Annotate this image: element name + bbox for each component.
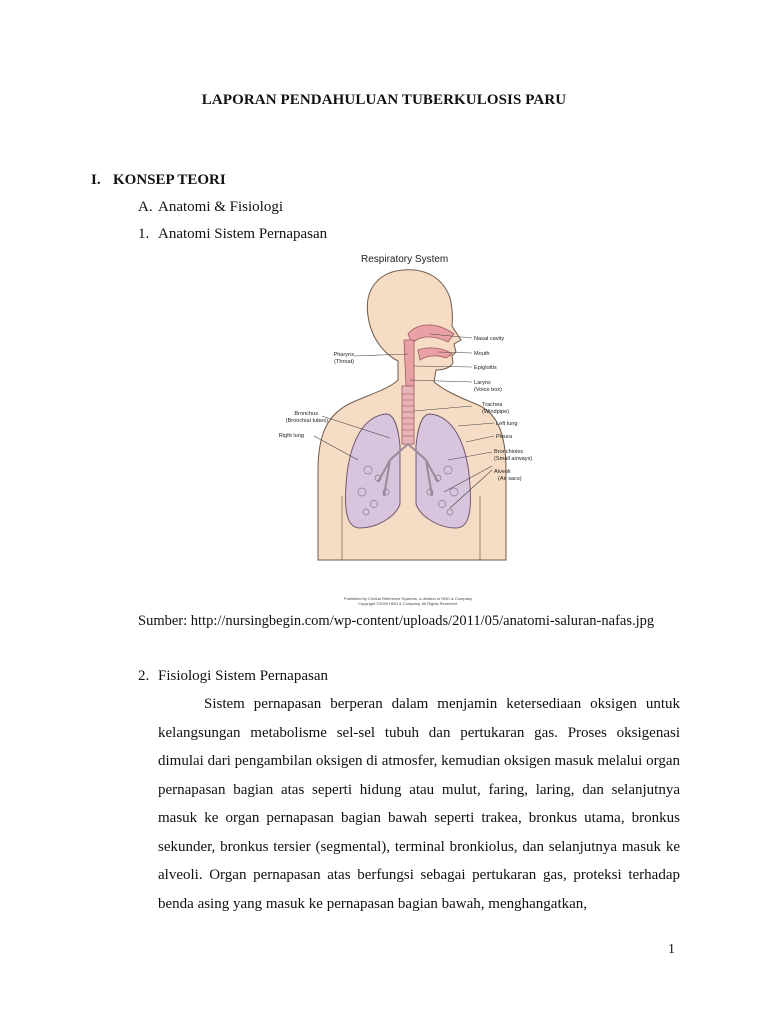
figure-credit-line1: Published by Clinical Reference Systems, a division of HBO & Company [343,596,473,601]
item-heading-anatomy [138,226,327,243]
respiratory-system-figure [258,246,558,611]
section-heading [91,172,226,189]
label-trachea: Trachea [482,402,503,408]
pharynx-shape [404,340,414,386]
label-epiglottis: Epiglottis [474,365,497,371]
label-larynx: Larynx [474,380,491,386]
subsection-label: Anatomi & Fisiologi [158,199,284,215]
label-left-lung: Left lung [496,421,518,427]
label-pleura: Pleura [496,434,513,440]
subsection-number: A. [138,199,153,215]
section-number: I. [91,172,101,188]
label-voice-box: (Voice box) [474,387,502,393]
label-alveoli: Alveoli [494,469,511,475]
label-bronchioles: Bronchioles [494,449,524,455]
item-number: 1. [138,226,150,242]
item-number: 2. [138,668,150,684]
item-label: Anatomi Sistem Pernapasan [158,226,328,242]
label-throat: (Throat) [334,359,354,365]
label-right-lung: Right lung [278,433,304,439]
subsection-heading [138,199,283,216]
label-pharynx: Pharynx [333,352,354,358]
label-windpipe: (Windpipe) [482,409,510,415]
label-air-sacs: (Air sacs) [498,476,522,482]
page-number: 1 [668,942,675,957]
figure-source: Sumber: http://nursingbegin.com/wp-content/uploads/2011/05/anatomi-saluran-nafas.jpg [138,613,655,629]
trachea-shape [402,386,414,444]
physiology-paragraph [158,690,680,918]
label-small-airways: (Small airways) [494,456,533,462]
item-heading-physiology [138,668,328,685]
label-nasal-cavity: Nasal cavity [474,336,505,342]
section-label: KONSEP TEORI [113,172,226,188]
figure-title: Respiratory System [361,254,449,265]
label-bronchus: Bronchus [294,411,318,417]
document-title: LAPORAN PENDAHULUAN TUBERKULOSIS PARU [201,92,567,108]
label-bronchial-tubes: (Bronchial tubes) [285,418,328,424]
item-label: Fisiologi Sistem Pernapasan [158,668,328,684]
figure-credit-line2: Copyright ©2000 HBO & Company. All Rights Reserved. [358,601,458,606]
paragraph-text: Sistem pernapasan berperan dalam menjamin ketersediaan oksigen untuk kelangsungan metabolisme sel-sel tubuh dan pertukaran gas. Proses oksigenasi dimulai dari pengambilan oksigen di atmosfer, kemudian oksigen masuk melalui organ pernapasan bagian atas seperti hidung atau mulut, faring, laring, dan selanjutnya masuk ke organ pernapasan bagian bawah seperti trakea, bronkus utama, bronkus sekunder, bronkus tersier (segmental), terminal bronkiolus, dan selanjutnya masuk ke alveoli. Organ pernapasan atas berfungsi sebagai pertukaran gas, proteksi terhadap benda asing yang masuk ke pernapasan bagian bawah, menghangatkan, [158,696,680,912]
label-mouth: Mouth [474,351,490,357]
